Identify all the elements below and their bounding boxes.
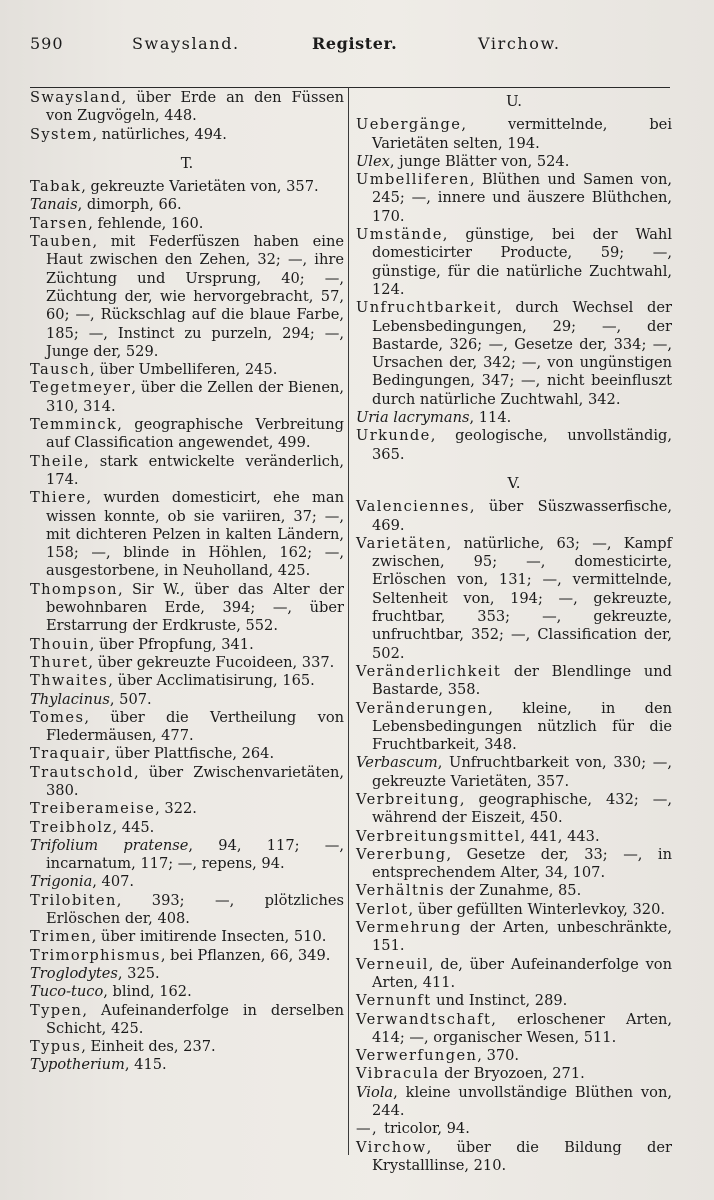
entry-text: , kleine unvollständige Blüthen von, 244.: [372, 1083, 672, 1120]
entry-text: , günstige, bei der Wahl domesticirter Producte, 59; —, günstige, für die natürliche Zuchtwahl, 124.: [372, 226, 672, 298]
entry-text: , 407.: [92, 873, 135, 891]
entry-text: , fehlende, 160.: [88, 214, 204, 232]
index-entry: [356, 1084, 672, 1121]
entry-text: , über Erde an den Füssen von Zugvögeln, 448.: [46, 89, 344, 125]
entry-term: Verlot: [356, 900, 409, 918]
entry-term: Temminck: [30, 416, 118, 434]
entry-term: Thuret: [30, 653, 89, 671]
entry-text: , über Zwischenvarietäten, 380.: [46, 763, 344, 799]
index-entry: [30, 361, 344, 379]
index-entry: [356, 919, 672, 956]
index-entry: [30, 126, 344, 144]
index-entry: [30, 178, 344, 196]
entry-text: , über gekreuzte Fucoideen, 337.: [88, 653, 335, 671]
entry-term: Trautschold: [30, 763, 134, 781]
entry-term: Tomes: [30, 708, 85, 726]
entry-text: , 370.: [477, 1047, 520, 1065]
entry-text: , über die Vertheilung von Fledermäusen, 477.: [46, 708, 344, 745]
entry-text: , vermittelnde, bei Varietäten selten, 194.: [372, 116, 672, 152]
index-entry: [356, 535, 672, 663]
index-entry: [356, 299, 672, 409]
entry-text: , Unfruchtbarkeit von, 330; —, gekreuzte Varietäten, 357.: [372, 754, 672, 790]
index-entry: [356, 498, 672, 535]
entry-text: , 393; —, plötzliches Erlöschen der, 408.: [46, 891, 344, 928]
section-letter: V.: [507, 473, 521, 492]
entry-term: Typotherium: [30, 1056, 125, 1074]
entry-text: , über die Bildung der Krystalllinse, 210.: [372, 1138, 672, 1174]
index-entry: [30, 233, 344, 361]
index-entry: [356, 409, 672, 427]
entry-term: Urkunde: [356, 427, 431, 445]
entry-text: , natürliches, 494.: [92, 125, 227, 143]
index-entry: [30, 800, 344, 818]
entry-term: Treibholz: [30, 818, 113, 836]
section-letter: T.: [180, 153, 194, 172]
entry-text: , erloschener Arten, 414; —, organischer Wesen, 511.: [372, 1010, 672, 1046]
entry-text: , stark entwickelte veränderlich, 174.: [46, 452, 344, 488]
entry-text: tricolor, 94.: [384, 1120, 470, 1138]
entry-term: Verwandtschaft: [356, 1010, 492, 1028]
entry-text: , Blüthen und Samen von, 245; —, innere und äuszere Blüthchen, 170.: [372, 171, 672, 225]
entry-text: , blind, 162.: [103, 983, 192, 1001]
entry-text: , Aufeinanderfolge in derselben Schicht, 425.: [46, 1001, 344, 1037]
index-entry: [356, 791, 672, 828]
index-entry: [356, 427, 672, 464]
entry-term: Thouin: [30, 635, 90, 653]
entry-text: der Zunahme, 85.: [445, 882, 582, 900]
index-entry: [30, 581, 344, 636]
entry-term: Vibracula: [356, 1065, 440, 1083]
index-entry: [356, 846, 672, 883]
entry-text: , geologische, unvollständig, 365.: [372, 427, 672, 463]
entry-text: , über imitirende Insecten, 510.: [91, 928, 327, 946]
index-entry: [30, 873, 344, 891]
entry-term: Umstände: [356, 226, 443, 244]
entry-text: , 507.: [109, 690, 152, 708]
entry-term: Verneuil: [356, 955, 429, 973]
index-entry: [356, 754, 672, 791]
entry-term: System: [30, 125, 93, 143]
entry-term: Typus: [30, 1038, 82, 1056]
entry-term: Thwaites: [30, 672, 109, 690]
entry-term: Trigonia: [30, 873, 93, 891]
column-divider: [348, 87, 349, 1155]
index-entry: [30, 965, 344, 983]
entry-term: Uebergänge: [356, 116, 462, 134]
entry-term: Tausch: [30, 361, 91, 379]
index-entry: [30, 691, 344, 709]
entry-term: Thylacinus: [30, 690, 110, 708]
header-rule: [30, 87, 670, 88]
entry-term: Viola: [356, 1083, 394, 1101]
section-letter: U.: [505, 92, 523, 110]
index-entry: [30, 636, 344, 654]
entry-text: , 445.: [112, 818, 155, 836]
entry-text: der Bryozoen, 271.: [439, 1065, 585, 1083]
entry-term: Trilobiten: [30, 891, 117, 909]
index-entry: [356, 992, 672, 1010]
index-entry: [356, 828, 672, 846]
entry-term: Uria lacrymans: [356, 409, 470, 427]
entry-term: Umbelliferen: [356, 171, 470, 189]
entry-term: Veränderungen: [356, 699, 489, 717]
entry-text: , bei Pflanzen, 66, 349.: [160, 946, 331, 964]
index-entry: [356, 1047, 672, 1065]
index-entry: [356, 1011, 672, 1048]
entry-term: Theile: [30, 452, 85, 470]
entry-text: , über gefüllten Winterlevkoy, 320.: [408, 900, 665, 918]
entry-text: , Sir W., über das Alter der bewohnbaren Erde, 394; —, über Erstarrung der Erdkruste, 552.: [46, 580, 344, 635]
index-entry: [30, 416, 344, 453]
entry-term: Vermehrung: [356, 919, 462, 937]
entry-term: Thiere: [30, 489, 87, 507]
index-entry: [356, 1120, 672, 1138]
index-entry: [30, 764, 344, 801]
entry-term: Verwerfungen: [356, 1047, 478, 1065]
index-entry: [30, 379, 344, 416]
entry-text: , gekreuzte Varietäten von, 357.: [81, 178, 319, 196]
index-entry: [30, 709, 344, 746]
index-entry: [30, 892, 344, 929]
entry-text: , junge Blätter von, 524.: [389, 152, 570, 170]
running-header: [30, 34, 692, 58]
index-entry: [356, 663, 672, 700]
entry-text: , de, über Aufeinanderfolge von Arten, 411.: [372, 955, 672, 991]
entry-text: , über Süszwasserfische, 469.: [372, 498, 672, 534]
entry-term: Trifolium pratense: [30, 836, 189, 854]
index-entry: [30, 215, 344, 233]
entry-text: , über Pfropfung, 341.: [89, 635, 254, 653]
entry-term: Tauben: [30, 233, 93, 251]
entry-term: Tanais: [30, 196, 78, 214]
index-entry: [30, 672, 344, 690]
index-entry: [30, 837, 344, 874]
entry-term: Vererbung: [356, 845, 447, 863]
index-entry: [356, 1065, 672, 1083]
entry-text: der Arten, unbeschränkte, 151.: [372, 919, 672, 955]
entry-text: , mit Federfüszen haben eine Haut zwischen den Zehen, 32; —, ihre Züchtung und Ursprung, 40; —, Züchtung der, wie hervorgebracht, 57, 60; —, Rückschlag auf die blaue Farbe, 185; —, Instinct zu purzeln, 294; —, Junge der, 529.: [46, 233, 344, 360]
index-entry: [356, 226, 672, 299]
header-first-entry: Swaysland.: [132, 34, 240, 53]
entry-text: , 94, 117; —, incarnatum, 117; —, repens, 94.: [46, 836, 344, 873]
entry-text: , durch Wechsel der Lebensbedingungen, 29; —, der Bastarde, 326; —, Gesetze der, 334; —, Ursachen der, 342; —, von ungünstigen Bedingungen, 347; —, nicht beeinfluszt durch natürliche Zuchtwahl, 342.: [372, 299, 672, 408]
entry-text: , 322.: [155, 800, 197, 818]
entry-text: , geographische Verbreitung auf Classification angewendet, 499.: [46, 416, 344, 452]
index-entry: [30, 489, 344, 580]
entry-text: , über Umbelliferen, 245.: [90, 361, 278, 379]
entry-term: Verbreitungsmittel: [356, 827, 521, 845]
entry-term: Swaysland: [30, 89, 122, 106]
index-entry: [30, 1056, 344, 1074]
entry-term: Virchow: [356, 1138, 427, 1156]
index-entry: [30, 1002, 344, 1039]
entry-term: Varietäten: [356, 534, 447, 552]
entry-term: Tarsen: [30, 214, 89, 232]
index-entry: [30, 983, 344, 1001]
entry-text: , kleine, in den Lebensbedingungen nützlich für die Fruchtbarkeit, 348.: [372, 699, 672, 754]
entry-term: Tegetmeyer: [30, 379, 132, 397]
entry-term: Verhältnis: [356, 882, 445, 900]
index-entry: [356, 171, 672, 226]
index-entry: [30, 947, 344, 965]
entry-term: Trimorphismus: [30, 946, 161, 964]
index-entry: [356, 901, 672, 919]
entry-term: Treiberameise: [30, 800, 156, 818]
index-entry: [30, 654, 344, 672]
entry-text: , 114.: [469, 409, 512, 427]
entry-term: Unfruchtbarkeit: [356, 299, 497, 317]
index-entry: [356, 956, 672, 993]
index-entry: [30, 1038, 344, 1056]
entry-text: und Instinct, 289.: [431, 992, 568, 1010]
entry-text: , über Acclimatisirung, 165.: [108, 672, 315, 690]
index-entry: [356, 1139, 672, 1176]
index-entry: [356, 700, 672, 755]
entry-text: , über Plattfische, 264.: [105, 745, 275, 763]
entry-text: , Gesetze der, 33; —, in entsprechendem Alter, 34, 107.: [372, 845, 672, 882]
entry-text: , 325.: [117, 964, 160, 982]
entry-text: , über die Zellen der Bienen, 310, 314.: [46, 379, 344, 415]
entry-text: , Einheit des, 237.: [81, 1038, 216, 1056]
index-entry: [30, 89, 344, 126]
index-entry: [30, 196, 344, 214]
entry-text: , natürliche, 63; —, Kampf zwischen, 95; —, domesticirte, Erlöschen von, 131; —, vermittelnde, Seltenheit von, 194; —, gekreuzte, fruchtbar, 353; —, gekreuzte, unfruchtbar, 352; —, Classification der, 502.: [372, 534, 672, 662]
index-entry: [30, 745, 344, 763]
entry-term: Typen: [30, 1001, 83, 1019]
entry-text: , 415.: [124, 1056, 167, 1074]
index-entry: [356, 882, 672, 900]
index-entry: [30, 928, 344, 946]
header-last-entry: Virchow.: [478, 34, 561, 53]
entry-term: Veränderlichkeit: [356, 662, 502, 680]
entry-text: , dimorph, 66.: [77, 196, 182, 214]
entry-term: Verbreitung: [356, 790, 460, 808]
entry-term: Tuco-tuco: [30, 983, 104, 1001]
entry-term: Troglodytes: [30, 964, 118, 982]
entry-term: Verbascum: [356, 754, 438, 772]
header-title: Register.: [312, 34, 398, 53]
entry-text: , geographische, 432; —, während der Eiszeit, 450.: [372, 790, 672, 827]
entry-text: , 441, 443.: [520, 827, 600, 845]
index-entry: [30, 453, 344, 490]
left-column: [30, 89, 344, 1075]
entry-text: , wurden domesticirt, ehe man wissen konnte, ob sie variiren, 37; —, mit dichteren Pelzen in kalten Ländern, 158; —, blinde in Höhlen, 162; —, ausgestorbene, in Neuholland, 425.: [46, 489, 344, 580]
entry-text: der Blendlinge und Bastarde, 358.: [372, 662, 672, 699]
entry-term: Tabak: [30, 178, 82, 196]
entry-term: Valenciennes: [356, 498, 470, 516]
entry-term: Vernunft: [356, 992, 432, 1010]
index-entry: [356, 116, 672, 153]
entry-term: Traquair: [30, 745, 106, 763]
index-entry: [356, 153, 672, 171]
entry-term: Trimen: [30, 928, 92, 946]
entry-term: —,: [356, 1120, 385, 1138]
entry-term: Ulex: [356, 152, 390, 170]
entry-term: Thompson: [30, 580, 118, 598]
page-number: 590: [30, 34, 64, 53]
index-entry: [30, 819, 344, 837]
right-column: [356, 89, 672, 1175]
